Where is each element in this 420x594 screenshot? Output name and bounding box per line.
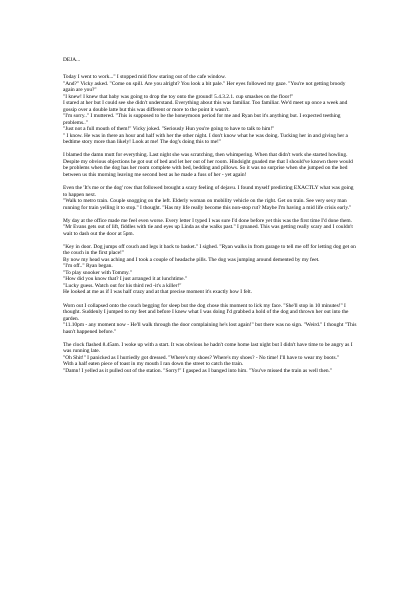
paragraph-3: Even the 'It's me or the dog' row that followed brought a scary feeling of dejavu. I found myself predicting EXACTLY what was going to happen next. "Walk to metro train. Couple snogging on the left. Elderly woman on mobility vehicle on the right. Get on train. See very sexy man running for train yelling it to stop." I thought. "Has my life really become this non-stop rut? Maybe I'm having a mid life crisis early." — [63, 185, 354, 211]
paragraph-1: Today I went to work..." I stopped mid flow staring out of the cafe window. "And?" Vicky asked. "Come on spill. Are you alright? You look a bit pale." Her eyes followed my gaze. "You're not getting broody again are you?" "I knew! I knew that baby was going to drop the toy onto the ground! 5.4.3.2.1. cup smashes on the floor!" I stared at her but I could see she didn't understand. Everything about this was familiar. Too familiar. We'd meet up once a week and gossip over a double latte but this was different or more to the point it wasn't. "I'm sorry.." I muttered. "This is supposed to be the honeymoon period for me and Ryan but it's anything but. I expected teething problems.." "Just not a full mouth of them!" Vicky joked. "Seriously Hun you're going to have to talk to him!" " I know. He was in there an hour and half with her the other night. I don't know what he was doing. Tucking her in and giving her a bedtime story more than likely! Look at me! The dog's doing this to me!" — [63, 74, 348, 146]
paragraph-7: The clock flashed 8.45am. I woke up with a start. It was obvious he hadn't come home last night but I didn't have time to be angry as I was running late. "Oh Shit!" I panicked as I hurriedly got dressed. "Where's my shoes? Where's my shoes? - No time! I'll have to wear my boots." With a half eaten piece of toast in my mouth I ran down the street to catch the train. "Damn! I yelled as it pulled out of the station. "Sorry!" I gasped as I banged into him. "You've missed the train as well then." — [63, 341, 353, 374]
paragraph-4: My day at the office made me feel even worse. Every letter I typed I was sure I'd done before yet this was the first time I'd done them. "Mr Evans gets out of lift, fiddles with tie and eyes up Linda as she walks past." I groaned. This was getting really scary and I couldn't wait to dash out the door at 5pm. — [63, 217, 353, 237]
paragraph-5: "Key in door. Dog jumps off couch and legs it back to basket." I sighed. "Ryan walks in from garage to tell me off for letting dog get on the couch in the first place!" By now my head was aching and I took a couple of headache pills. The dog was jumping around demented by my feet. "I'm off.." Ryan began. "To play snooker with Tommy." "How did you know that? I just arranged it at lunchtime." "Lucky guess. Watch out for his third red -it's a killer!" He looked at me as if I was half crazy and at that precise moment it's exactly how I felt. — [63, 243, 356, 296]
paragraph-2: I blamed the damn mutt for everything. Last night she was scratching, then whimpering. When that didn't work she started howling. Despite my obvious objections he got out of bed and let her out of her room. Hindsight goaded me that I should've known there would be problems when the dog has her room complete with bed, bedding and pillows. So it was no surprise when she jumped on the bed between us this morning leaving me second best as he made a fuss of her - yet again! — [63, 152, 353, 178]
paragraph-6: Worn out I collapsed onto the couch begging for sleep but the dog chose this moment to lick my face. "She'll stop in 10 minutes!" I thought. Suddenly I jumped to my feet and before I knew what I was doing I'd grabbed a hold of the dog and thrown her out into the garden. "11.10pm - any moment now - He'll walk through the door complaining he's lost again!" but there was no sign. "Weird." I thought "This hasn't happened before." — [63, 302, 357, 335]
story-title: DEJA... — [63, 57, 81, 63]
